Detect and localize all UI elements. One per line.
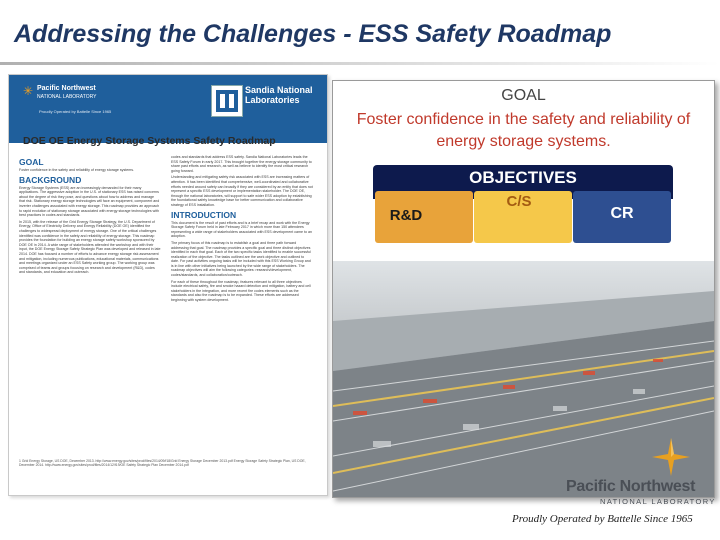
section-heading: BACKGROUND (19, 174, 82, 185)
document-right-column (171, 155, 313, 305)
objective-rd-label: R&D (389, 207, 423, 224)
objective-cr-box (573, 191, 671, 243)
section-paragraph: This document is the result of past efforts and is a brief recap and work with the Energy Storage Safety Forum held in late February 2017 in which more than 150 attendees representing a wide range of stakeholders associated with ESS development came to an adoption. (171, 220, 313, 239)
objective-cs-box (474, 191, 572, 243)
objective-rd-box (375, 191, 473, 243)
pnnl-mini-logo (37, 85, 96, 101)
title-divider (0, 62, 720, 65)
section-paragraph: The primary focus of this roadmap is to establish a goal and three path forward addressing that goal. The roadmap provides a specific goal and three distinct objectives identified in each that goal. Each of the two specific tasks identified to enable successful realization of the objective. The tasks outlined are the work objective and outlined to date. For past activities ongoing tasks will be included with this ESS Working Group and is in line with other initiatives being launched by the wide range of stakeholders. The roadmap objectives will aim the following categories: research/development, codes/standards, and collaboration/outreach. (171, 240, 311, 278)
objective-cr-label: CR (610, 205, 634, 222)
section-paragraph: In 2015, with the release of the Grid Energy Storage Strategy, the U.S. Department of Energy, Office of Electricity Delivery and Energy Reliability (DOE OE) identified the challenges to widespread deployment of energy storage. One of the critical challenges identified was confidence in the safety and reliability of energy storage. This roadmap provides the foundation for building an energy storage safety workshop sponsored by DOE OE in 2014. A wide range of stakeholders attended the workshop and with their input, the DOE Energy Storage Safety Strategic Plan was developed and released in late 2014. DOE has focused a number of efforts to advance energy storage risk assessment and mitigation, including numerous publications, educational materials, communications and meetings organized under an ESS Safety working group. The working group was comprised of teams and groups focusing on research and development (R&D), codes and standards, and education and outreach. (19, 219, 161, 275)
pnnl-logo-lab: NATIONAL LABORATORY (600, 497, 716, 506)
document-header (9, 75, 327, 143)
section-paragraph: codes and standards that address ESS safety. Sandia National Laboratories leads the ESS Safety Forum in early 2017. This brought together the energy storage community to share past efforts and research, as well as believe to identify the most critical research going forward. (171, 155, 312, 173)
section-heading: GOAL (19, 157, 44, 167)
document-left-column (19, 155, 161, 277)
document-title: DOE OE Energy Storage Systems Safety Roadmap (23, 135, 276, 147)
objectives-label: OBJECTIVES (469, 168, 577, 187)
section-heading: INTRODUCTION (171, 209, 237, 220)
document-footnote: 1 Grid Energy Storage, US DOE, December 2013. http://www.energy.gov/sites/prod/files/2014/09/f18/Grid Energy Storage December 2013.pdf Energy Storage Safety Strategic Plan, US DOE, December 2014. http://www.energy.gov/sites/prod/files/2014/12/f19/OE Safety Strategic Plan December 2014.pdf (19, 459, 306, 468)
pnnl-mini-logo-sub: NATIONAL LABORATORY (37, 94, 97, 100)
slide-title: Addressing the Challenges - ESS Safety Roadmap (14, 20, 612, 48)
section-paragraph: Understanding and mitigating safety risk associated with ESS are increasing matters of attention. It has been identified that comprehensive, well-coordinated and collaborative efforts needed around safety can broadly if they are considered by an entity that does not represent a specific ESS development or implementation stakeholder. The DOE OE, through the national laboratories, will support to safe wider ESS adoption by establishing the foundational safety knowledge base for better communication and collaborative strategy of ESS installation. (171, 175, 313, 207)
goal-text: Foster confidence in the safety and reliability of energy storage systems. (356, 111, 691, 150)
objective-cs-label: C/S (506, 193, 532, 210)
roadmap-document-image (8, 74, 328, 496)
section-paragraph: Energy Storage Systems (ESS) are an increasingly demanded for their many applications. The aggressive adoption in the U.S. of stationary ESS has raised concerns about the degree of risk they pose, and questions about how to address and manage that risk. Stationary energy storage technologies will face an equipment, component and inverter challenges associated with energy storage. This roadmap provides an approach to rapid evolution of stationary storage associated with energy storage technologies with best practices in codes and standards. (19, 185, 160, 218)
sandia-logo-text: Sandia National Laboratories (245, 85, 313, 105)
goal-label: GOAL (501, 87, 546, 104)
section-paragraph: For each of these throughout the roadmap, features relevant to all three objectives include electrical safety, fire and smoke hazard detection and mitigation, battery and cell stakeholders in the integration, and more recent fire codes elements such as the standards and also the roadmap is to be expanded. These efforts are addressed beginning with system development. (171, 279, 311, 303)
pnnl-mini-logo-icon: ✳ (23, 84, 34, 98)
pnnl-mini-logo-name: Pacific Northwest (37, 85, 96, 92)
battelle-tagline: Proudly Operated by Battelle Since 1965 (512, 513, 693, 525)
document-header-subline: Proudly Operated by Battelle Since 1965 (39, 109, 112, 114)
section-paragraph: Foster confidence in the safety and reliability of energy storage systems. (19, 168, 135, 172)
pnnl-logo-icon (648, 434, 694, 480)
pnnl-logo-name: Pacific Northwest (566, 478, 696, 495)
sandia-logo-icon (211, 85, 243, 117)
